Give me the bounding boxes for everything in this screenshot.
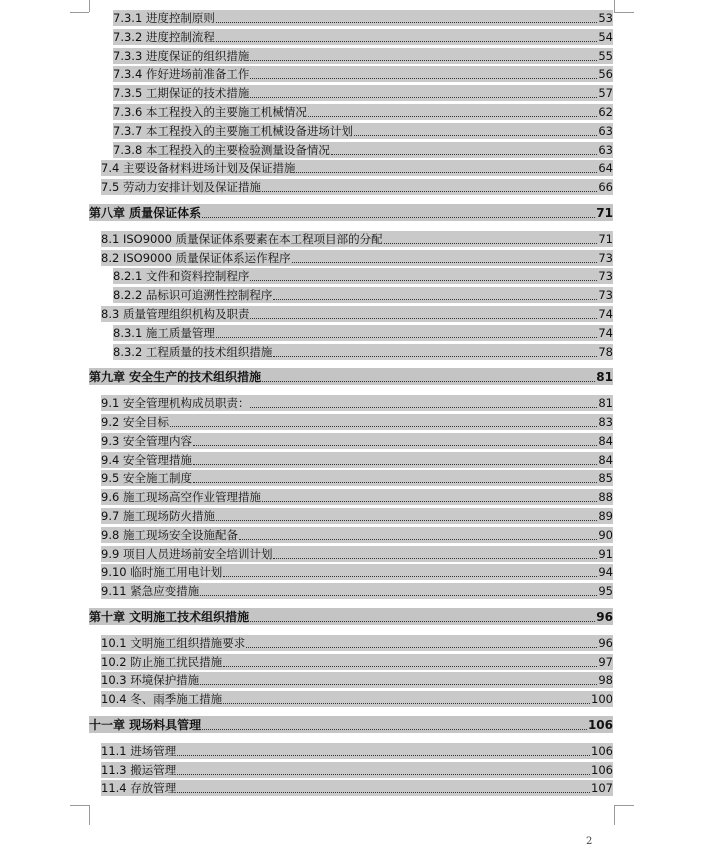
toc-entry-page: 57 [598, 86, 613, 100]
toc-entry[interactable] [101, 582, 613, 599]
toc-entry-leader-dots [177, 763, 590, 775]
toc-entry[interactable] [113, 343, 613, 360]
toc-entry-title: 8.3.2 工程质量的技术组织措施 [113, 345, 273, 359]
toc-entry-leader-dots [216, 326, 597, 338]
toc-entry-leader-dots [331, 143, 597, 155]
toc-entry-title: 7.4 主要设备材料进场计划及保证措施 [101, 161, 296, 175]
toc-entry-title: 第九章 安全生产的技术组织措施 [89, 370, 262, 384]
toc-entry-page: 84 [598, 434, 613, 448]
toc-entry-page: 100 [591, 692, 613, 706]
toc-chapter-entry[interactable] [89, 368, 613, 385]
toc-entry-page: 107 [591, 781, 613, 795]
toc-entry-title: 9.9 项目人员进场前安全培训计划 [101, 547, 273, 561]
toc-entry-leader-dots [223, 655, 597, 667]
toc-entry-page: 62 [598, 105, 613, 119]
toc-entry-title: 10.1 文明施工组织措施要求 [101, 636, 246, 650]
toc-entry-leader-dots [250, 67, 597, 79]
toc-entry-page: 81 [598, 396, 613, 410]
toc-entry[interactable] [113, 47, 613, 64]
toc-entry[interactable] [113, 141, 613, 158]
toc-entry-leader-dots [170, 415, 597, 427]
toc-entry-page: 71 [596, 206, 613, 220]
toc-chapter-entry[interactable] [89, 204, 613, 221]
toc-entry-title: 9.4 安全管理措施 [101, 453, 192, 467]
toc-entry-page: 73 [598, 288, 613, 302]
crop-mark-top-right-v [614, 0, 615, 12]
toc-entry-leader-dots [296, 161, 597, 173]
toc-entry-leader-dots [223, 692, 590, 704]
crop-mark-bottom-right-h [614, 805, 634, 806]
toc-entry[interactable] [101, 545, 613, 562]
toc-entry-leader-dots [246, 636, 597, 648]
toc-chapter-entry[interactable] [89, 608, 613, 625]
toc-entry-leader-dots [292, 251, 598, 263]
toc-entry-title: 9.1 安全管理机构成员职责： [101, 396, 250, 410]
toc-entry[interactable] [101, 451, 613, 468]
toc-entry-page: 73 [598, 251, 613, 265]
toc-entry-leader-dots [250, 396, 597, 408]
toc-entry-leader-dots [262, 490, 597, 502]
toc-entry[interactable] [113, 9, 613, 26]
toc-entry-title: 7.3.3 进度保证的组织措施 [113, 49, 250, 63]
toc-entry-title: 10.2 防止施工扰民措施 [101, 655, 223, 669]
toc-entry[interactable] [101, 563, 613, 580]
toc-entry-page: 78 [598, 345, 613, 359]
toc-entry-page: 96 [598, 636, 613, 650]
toc-entry-leader-dots [354, 124, 597, 136]
toc-entry[interactable] [101, 507, 613, 524]
toc-entry-leader-dots [202, 206, 595, 218]
toc-entry-leader-dots [250, 269, 597, 281]
toc-entry-page: 81 [596, 370, 613, 384]
crop-mark-bottom-left-v [89, 805, 90, 825]
toc-entry-title: 7.3.4 作好进场前准备工作 [113, 67, 250, 81]
toc-entry[interactable] [113, 65, 613, 82]
toc-entry-title: 9.11 紧急应变措施 [101, 584, 200, 598]
toc-entry[interactable] [101, 178, 613, 195]
toc-entry-page: 106 [591, 763, 613, 777]
crop-mark-top-left-v [89, 0, 90, 12]
toc-entry-title: 8.2.1 文件和资料控制程序 [113, 269, 250, 283]
toc-entry-leader-dots [262, 370, 595, 382]
toc-entry-title: 10.4 冬、雨季施工措施 [101, 692, 223, 706]
toc-entry[interactable] [101, 761, 613, 778]
toc-entry-title: 11.4 存放管理 [101, 781, 177, 795]
toc-entry-leader-dots [216, 11, 597, 23]
toc-entry-leader-dots [239, 528, 597, 540]
toc-entry-title: 7.3.5 工期保证的技术措施 [113, 86, 250, 100]
toc-chapter-entry[interactable] [89, 716, 613, 733]
toc-entry-title: 第十章 文明施工技术组织措施 [89, 610, 250, 624]
toc-entry-title: 10.3 环境保护措施 [101, 673, 200, 687]
toc-entry-page: 64 [598, 161, 613, 175]
crop-mark-top-right-h [614, 12, 634, 13]
toc-entry-title: 7.3.1 进度控制原则 [113, 11, 215, 25]
toc-entry-page: 83 [598, 415, 613, 429]
toc-entry-page: 91 [598, 547, 613, 561]
toc-entry-title: 9.7 施工现场防火措施 [101, 509, 215, 523]
toc-entry-title: 第八章 质量保证体系 [89, 206, 202, 220]
toc-entry-leader-dots [273, 288, 597, 300]
toc-entry-leader-dots [308, 105, 597, 117]
toc-entry-title: 7.3.7 本工程投入的主要施工机械设备进场计划 [113, 124, 353, 138]
toc-entry-leader-dots [200, 673, 597, 685]
toc-entry[interactable] [113, 28, 613, 45]
toc-entry-title: 7.5 劳动力安排计划及保证措施 [101, 180, 261, 194]
toc-entry[interactable] [113, 122, 613, 139]
toc-entry-leader-dots [262, 180, 597, 192]
toc-entry-page: 54 [598, 30, 613, 44]
toc-entry-page: 74 [598, 326, 613, 340]
toc-entry-page: 97 [598, 655, 613, 669]
toc-entry-leader-dots [193, 453, 597, 465]
toc-entry[interactable] [101, 305, 613, 322]
toc-entry-leader-dots [200, 584, 597, 596]
toc-entry[interactable] [101, 634, 613, 651]
toc-entry[interactable] [101, 488, 613, 505]
toc-entry-leader-dots [273, 547, 597, 559]
toc-entry[interactable] [101, 690, 613, 707]
toc-entry-leader-dots [193, 471, 597, 483]
toc-entry[interactable] [101, 394, 613, 411]
crop-mark-bottom-left-h [70, 805, 89, 806]
toc-entry[interactable] [101, 469, 613, 486]
toc-entry-leader-dots [250, 610, 595, 622]
toc-entry-page: 85 [598, 471, 613, 485]
toc-entry[interactable] [101, 230, 613, 247]
toc-entry-title: 8.2 ISO9000 质量保证体系运作程序 [101, 251, 291, 265]
toc-entry-page: 88 [598, 490, 613, 504]
toc-entry-title: 9.10 临时施工用电计划 [101, 565, 223, 579]
toc-entry-page: 106 [587, 718, 613, 732]
toc-entry-leader-dots [273, 345, 597, 357]
toc-entry-leader-dots [250, 307, 597, 319]
toc-entry-leader-dots [250, 86, 597, 98]
toc-entry-leader-dots [250, 49, 597, 61]
toc-entry[interactable] [113, 267, 613, 284]
toc-entry-title: 9.3 安全管理内容 [101, 434, 192, 448]
toc-entry-page: 55 [598, 49, 613, 63]
toc-entry-page: 53 [598, 11, 613, 25]
toc-entry-title: 9.6 施工现场高空作业管理措施 [101, 490, 261, 504]
toc-entry-title: 11.3 搬运管理 [101, 763, 177, 777]
toc-entry-page: 56 [598, 67, 613, 81]
toc-entry[interactable] [101, 653, 613, 670]
toc-entry[interactable] [113, 286, 613, 303]
toc-entry-leader-dots [223, 565, 597, 577]
toc-entry-page: 106 [591, 744, 613, 758]
toc-entry-page: 94 [598, 565, 613, 579]
toc-entry-page: 71 [598, 232, 613, 246]
toc-entry-title: 11.1 进场管理 [101, 744, 177, 758]
toc-entry[interactable] [113, 84, 613, 101]
toc-entry-leader-dots [216, 509, 597, 521]
toc-entry-title: 7.3.8 本工程投入的主要检验测量设备情况 [113, 143, 330, 157]
crop-mark-bottom-right-v [614, 805, 615, 825]
toc-entry-leader-dots [177, 781, 590, 793]
toc-entry-leader-dots [384, 232, 598, 244]
toc-entry-title: 8.3 质量管理组织机构及职责 [101, 307, 250, 321]
toc-entry-page: 89 [598, 509, 613, 523]
toc-entry-leader-dots [216, 30, 597, 42]
toc-entry-page: 63 [598, 143, 613, 157]
toc-entry-title: 十一章 现场料具管理 [89, 718, 202, 732]
toc-entry[interactable] [101, 159, 613, 176]
toc-entry[interactable] [101, 249, 613, 266]
toc-entry[interactable] [101, 526, 613, 543]
toc-entry-page: 73 [598, 269, 613, 283]
toc-entry-leader-dots [193, 434, 597, 446]
page-number: 2 [586, 836, 593, 847]
toc-entry-page: 84 [598, 453, 613, 467]
toc-entry-title: 8.1 ISO9000 质量保证体系要素在本工程项目部的分配 [101, 232, 383, 246]
toc-entry-page: 66 [598, 180, 613, 194]
toc-entry-page: 95 [598, 584, 613, 598]
toc-entry-title: 9.5 安全施工制度 [101, 471, 192, 485]
toc-entry-page: 98 [598, 673, 613, 687]
toc-entry[interactable] [113, 324, 613, 341]
toc-entry[interactable] [101, 413, 613, 430]
toc-entry-leader-dots [177, 744, 590, 756]
toc-entry-title: 7.3.6 本工程投入的主要施工机械情况 [113, 105, 307, 119]
toc-entry-title: 8.3.1 施工质量管理 [113, 326, 215, 340]
toc-entry-title: 7.3.2 进度控制流程 [113, 30, 215, 44]
toc-entry[interactable] [101, 671, 613, 688]
toc-entry-title: 8.2.2 品标识可追溯性控制程序 [113, 288, 273, 302]
toc-entry[interactable] [101, 779, 613, 796]
toc-entry-page: 90 [598, 528, 613, 542]
toc-entry[interactable] [101, 742, 613, 759]
toc-entry-title: 9.2 安全目标 [101, 415, 169, 429]
toc-entry-page: 74 [598, 307, 613, 321]
toc-entry-leader-dots [202, 718, 587, 730]
toc-entry[interactable] [113, 103, 613, 120]
toc-entry-title: 9.8 施工现场安全设施配备 [101, 528, 238, 542]
toc-entry-page: 63 [598, 124, 613, 138]
toc-entry[interactable] [101, 432, 613, 449]
toc-entry-page: 96 [596, 610, 613, 624]
crop-mark-top-left-h [70, 12, 89, 13]
